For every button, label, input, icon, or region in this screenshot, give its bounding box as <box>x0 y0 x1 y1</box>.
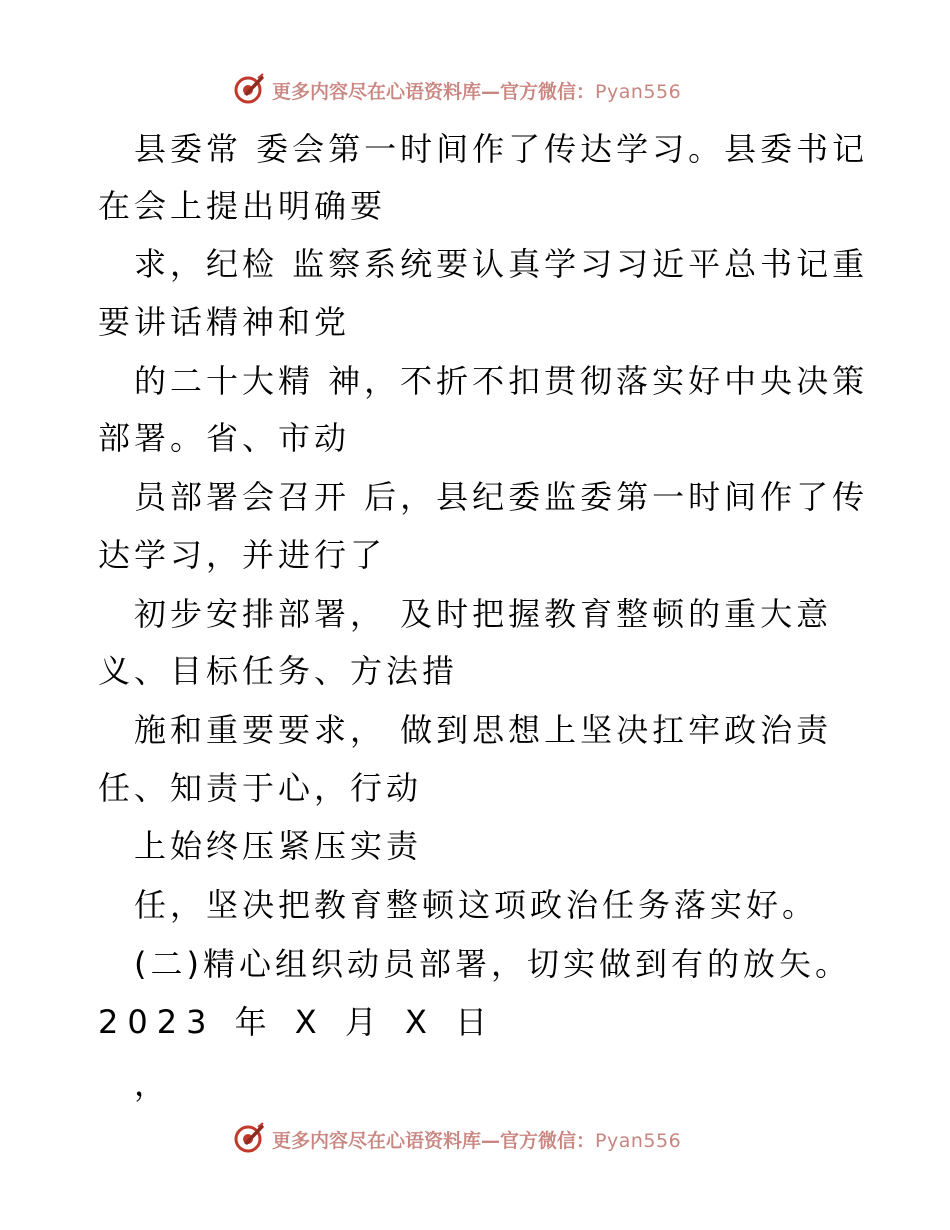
body-line: ， <box>134 1065 171 1103</box>
document-date: 2023 年 X 月 X 日 <box>98 1003 497 1041</box>
body-line: 任，坚决把教育整顿这项政治任务落实好。 <box>134 886 819 924</box>
body-line: 的二十大精 神，不折不扣贯彻落实好中央决策 <box>134 362 869 400</box>
body-line: 员部署会召开 后，县纪委监委第一时间作了传 <box>134 478 869 516</box>
quill-pen-logo-icon <box>232 72 266 106</box>
footer-banner <box>0 1119 950 1159</box>
body-line: 在会上提出明确要 <box>98 187 387 225</box>
body-line: 义、目标任务、方法措 <box>98 652 459 690</box>
footer-banner-text: 更多内容尽在心语资料库—官方微信：Pyan556 <box>272 1130 682 1152</box>
body-line: 上始终压紧压实责 <box>134 827 423 865</box>
header-banner <box>0 70 950 110</box>
body-line: 求，纪检 监察系统要认真学习习近平总书记重 <box>134 245 869 283</box>
body-line: 施和重要要求， 做到思想上坚决扛牢政治责 <box>134 711 833 749</box>
body-line: 初步安排部署， 及时把握教育整顿的重大意 <box>134 595 833 633</box>
body-line: 要讲话精神和党 <box>98 303 351 341</box>
body-line: 县委常 委会第一时间作了传达学习。县委书记 <box>134 130 869 168</box>
body-line: 达学习，并进行了 <box>98 536 387 574</box>
body-line: 任、知责于心，行动 <box>98 769 423 807</box>
header-banner-text: 更多内容尽在心语资料库—官方微信：Pyan556 <box>272 81 682 103</box>
body-line: 部署。省、市动 <box>98 419 351 457</box>
section-heading: (二)精心组织动员部署，切实做到有的放矢。 <box>134 945 851 983</box>
quill-pen-logo-icon <box>232 1121 266 1155</box>
